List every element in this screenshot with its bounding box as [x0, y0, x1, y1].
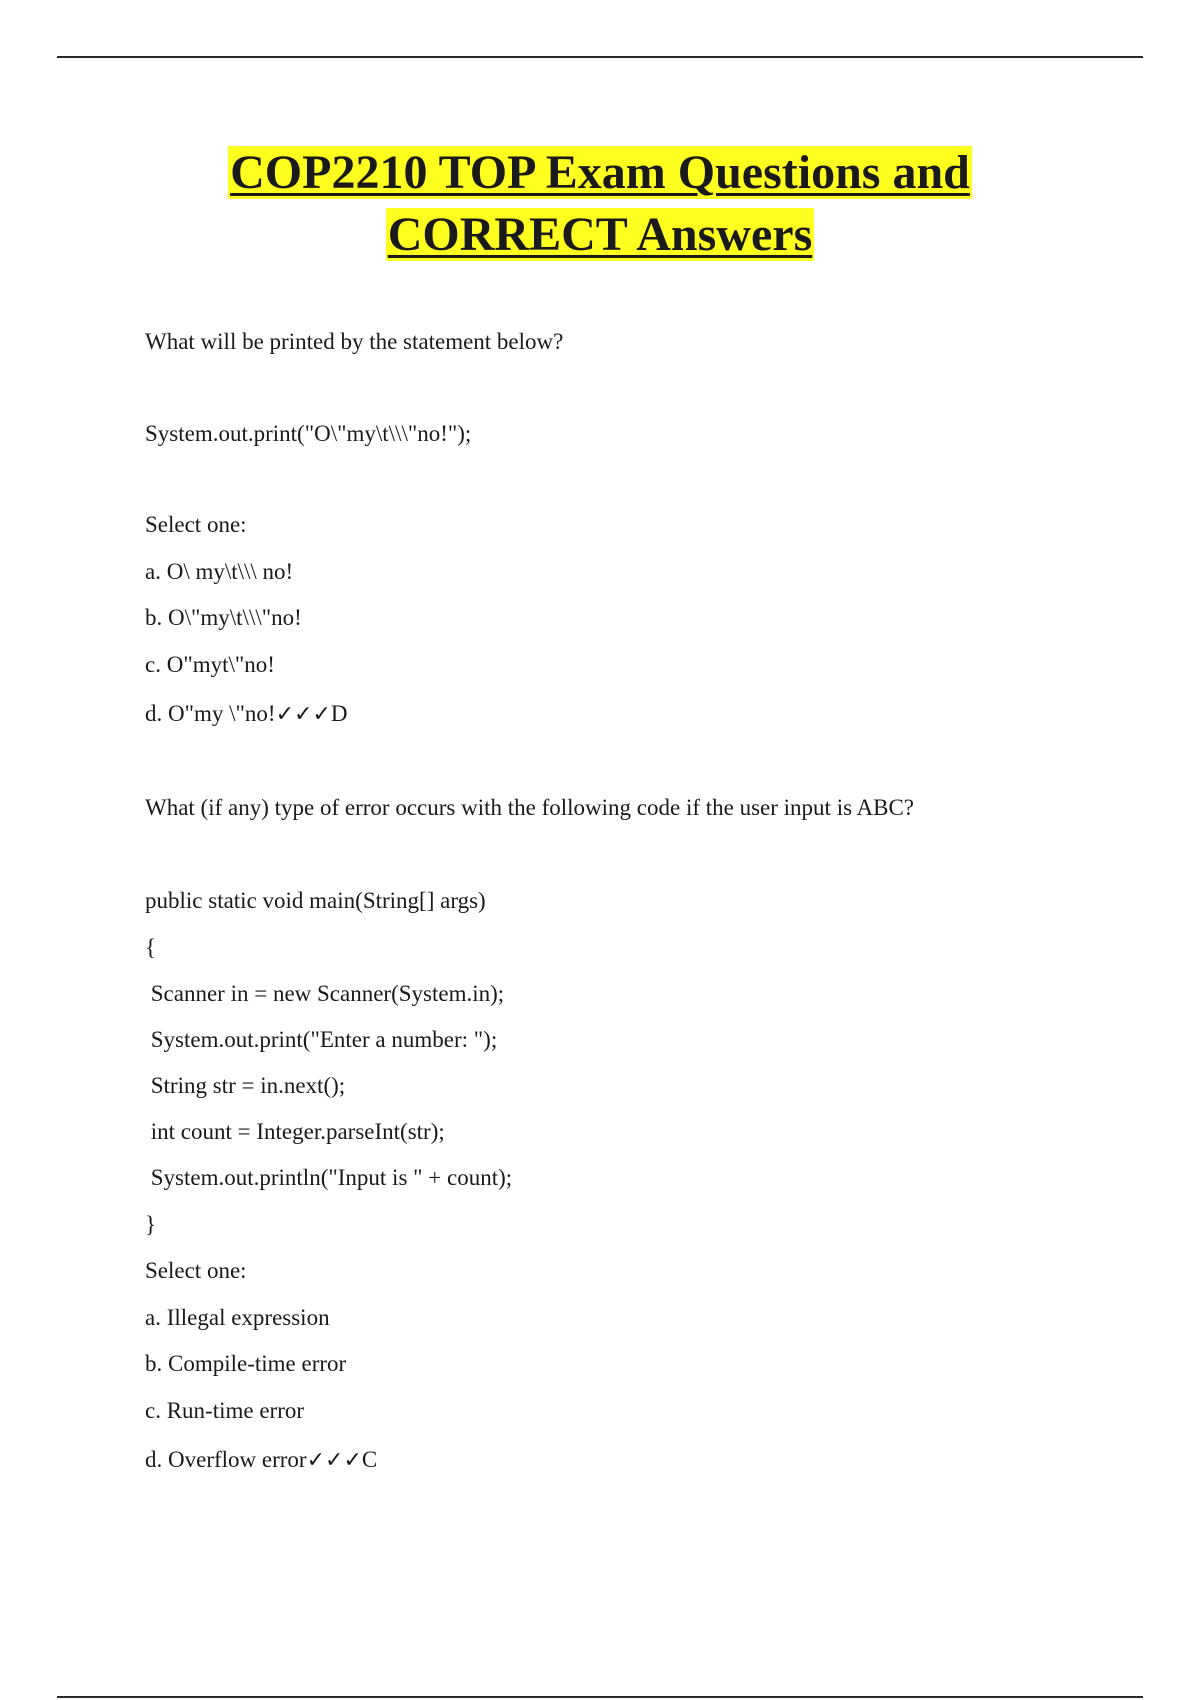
- question-2-code-line-2: {: [145, 935, 157, 960]
- checkmark-icon: ✓✓✓: [275, 702, 331, 727]
- question-1-select-label: Select one:: [145, 512, 247, 537]
- question-2-code-line-5: String str = in.next();: [145, 1073, 346, 1098]
- question-1-code: System.out.print("O\"my\t\\\"no!");: [145, 421, 472, 446]
- title-line-2: CORRECT Answers: [387, 208, 813, 261]
- question-2-prompt: What (if any) type of error occurs with the following code if the user input is ABC?: [145, 795, 915, 820]
- question-2-answer: C: [361, 1447, 378, 1472]
- question-2-option-d: d. Overflow error: [145, 1447, 307, 1472]
- question-2-option-c: c. Run-time error: [145, 1398, 305, 1423]
- question-1-option-c: c. O"myt\"no!: [145, 652, 275, 677]
- question-1-option-d-row: [145, 700, 348, 729]
- question-2-code-line-4: System.out.print("Enter a number: ");: [145, 1027, 498, 1052]
- question-1-option-b: b. O\"my\t\\\"no!: [145, 605, 302, 630]
- question-2-code-line-1: public static void main(String[] args): [145, 888, 486, 913]
- checkmark-icon: ✓✓✓: [306, 1448, 362, 1473]
- question-2-option-d-row: [145, 1446, 377, 1475]
- title-line-1: COP2210 TOP Exam Questions and: [230, 146, 970, 199]
- document-title: [0, 142, 1200, 266]
- question-2-option-a: a. Illegal expression: [145, 1305, 330, 1330]
- question-2-select-label: Select one:: [145, 1258, 247, 1283]
- question-1-answer: D: [330, 701, 348, 726]
- question-1-option-d: d. O"my \"no!: [145, 701, 276, 726]
- question-2-option-b: b. Compile-time error: [145, 1351, 347, 1376]
- bottom-rule: [57, 1696, 1143, 1698]
- question-2-code-line-3: Scanner in = new Scanner(System.in);: [145, 981, 505, 1006]
- question-1-prompt: What will be printed by the statement below?: [145, 329, 564, 354]
- question-2-code-line-7: System.out.println("Input is " + count);: [145, 1165, 513, 1190]
- top-rule: [57, 56, 1143, 58]
- question-2-code-line-8: }: [145, 1212, 157, 1237]
- question-2-code-line-6: int count = Integer.parseInt(str);: [145, 1119, 445, 1144]
- question-1-option-a: a. O\ my\t\\\ no!: [145, 559, 294, 584]
